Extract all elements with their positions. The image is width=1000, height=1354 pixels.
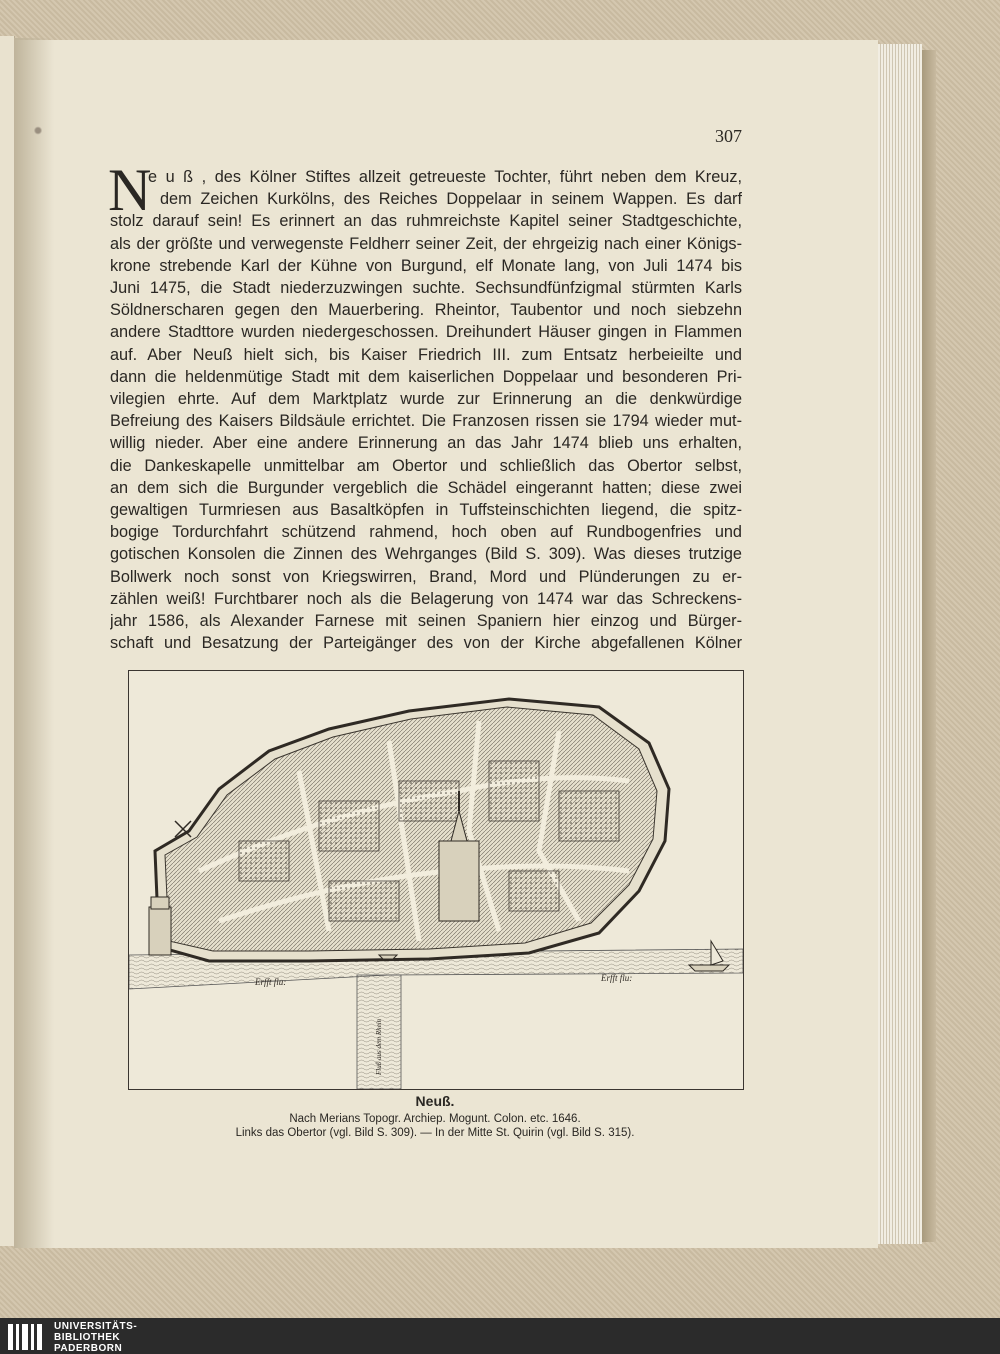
text-line: an dem sich die Burgunder vergeblich die Schädel eingerannt hatten; diese zwei [110, 478, 742, 497]
map-label-erft-right: Erfft flu: [601, 973, 633, 983]
text-line: dem Zeichen Kurkölns, des Reiches Doppelaar in seinem Wappen. Es darf [160, 190, 742, 209]
library-logo-icon [6, 1322, 48, 1352]
text-line: auf. Aber Neuß hielt sich, bis Kaiser Friedrich III. zum Entsatz herbeieilte und [110, 345, 742, 364]
left-page-edge [0, 36, 15, 1246]
text-line: gotischen Konsolen die Zinnen des Wehrganges (Bild S. 309). Was dieses trutzige [110, 545, 742, 564]
figure-caption-line-2: Links das Obertor (vgl. Bild S. 309). — In der Mitte St. Quirin (vgl. Bild S. 315). [235, 1127, 635, 1139]
text-line: stolz darauf sein! Es erinnert an das ruhmreichste Kapitel seiner Stadtgeschichte, [110, 212, 742, 231]
text-line: Juni 1475, die Stadt niederzuzwingen suchte. Sechsundfünfzigmal stürmten Karls [110, 279, 742, 297]
footer-bar [0, 1318, 1000, 1354]
map-label-channel: Fluß aus dem Rhein [375, 1018, 383, 1075]
text-line: Söldnerscharen gegen den Mauerbering. Rheintor, Taubentor und noch siebzehn [110, 301, 742, 320]
text-line: Bollwerk noch sonst von Kriegswirren, Brand, Mord und Plünderungen zu er- [110, 567, 742, 586]
library-name-line-3: PADERBORN [54, 1343, 123, 1354]
text-line: gewaltigen Turmriesen aus Basaltköpfen in Tuffsteinschichten liegend, die spitz- [110, 501, 742, 519]
spine-shadow [14, 38, 54, 1248]
figure-caption-title: Neuß. [415, 1093, 455, 1109]
text-line: schaft und Besatzung der Parteigänger des von der Kirche abgefallenen Kölner [110, 634, 742, 653]
figure-caption-line-1: Nach Merians Topogr. Archiep. Mogunt. Colon. etc. 1646. [289, 1113, 581, 1125]
text-line: vilegien ehrte. Auf dem Marktplatz wurde zur Erinnerung an die denkwürdige [110, 390, 742, 408]
text-line: bogige Tordurchfahrt schützend rahmend, hoch oben auf Rundbogenfries und [110, 523, 742, 542]
city-map-figure [128, 670, 744, 1090]
page-number: 307 [715, 126, 742, 146]
drop-cap: N [108, 157, 152, 223]
text-line: die Dankeskapelle unmittelbar am Obertor und schließlich das Obertor selbst, [110, 456, 742, 475]
text-line: jahr 1586, als Alexander Farnese mit seinen Spaniern hier einzog und Bürger- [110, 612, 742, 630]
library-name-line-1: UNIVERSITÄTS- [54, 1321, 138, 1332]
library-name-line-2: BIBLIOTHEK [54, 1332, 121, 1343]
neuss-map-illustration [129, 671, 743, 1089]
page-edges-shadow [922, 50, 936, 1242]
page-mark [34, 126, 42, 135]
text-line: andere Stadttore wurden niedergeschossen. Dreihundert Häuser gingen in Flammen [110, 323, 742, 342]
obertor-gate [149, 897, 171, 955]
text-line: dann die heldenmütige Stadt mit dem kaiserlichen Doppelaar und besonderen Pri- [110, 367, 742, 386]
text-line: e u ß , des Kölner Stiftes allzeit getreueste Tochter, führt neben dem Kreuz, [148, 168, 742, 186]
map-label-erft-left: Erfft flu: [255, 977, 287, 987]
text-line: krone strebende Karl der Kühne von Burgund, elf Monate lang, von Juli 1474 bis [110, 256, 742, 275]
text-line: willig nieder. Aber eine andere Erinnerung an das Jahr 1474 blieb uns erhalten, [110, 434, 742, 453]
text-line: Befreiung des Kaisers Bildsäule errichtet. Die Franzosen rissen sie 1794 wieder mut- [110, 412, 742, 431]
text-line: zählen weiß! Furchtbarer noch als die Belagerung von 1474 war das Schreckens- [110, 589, 742, 608]
page-edges [878, 44, 922, 1244]
text-line: als der größte und verwegenste Feldherr seiner Zeit, der ehrgeizig nach einer Königs- [110, 234, 742, 253]
